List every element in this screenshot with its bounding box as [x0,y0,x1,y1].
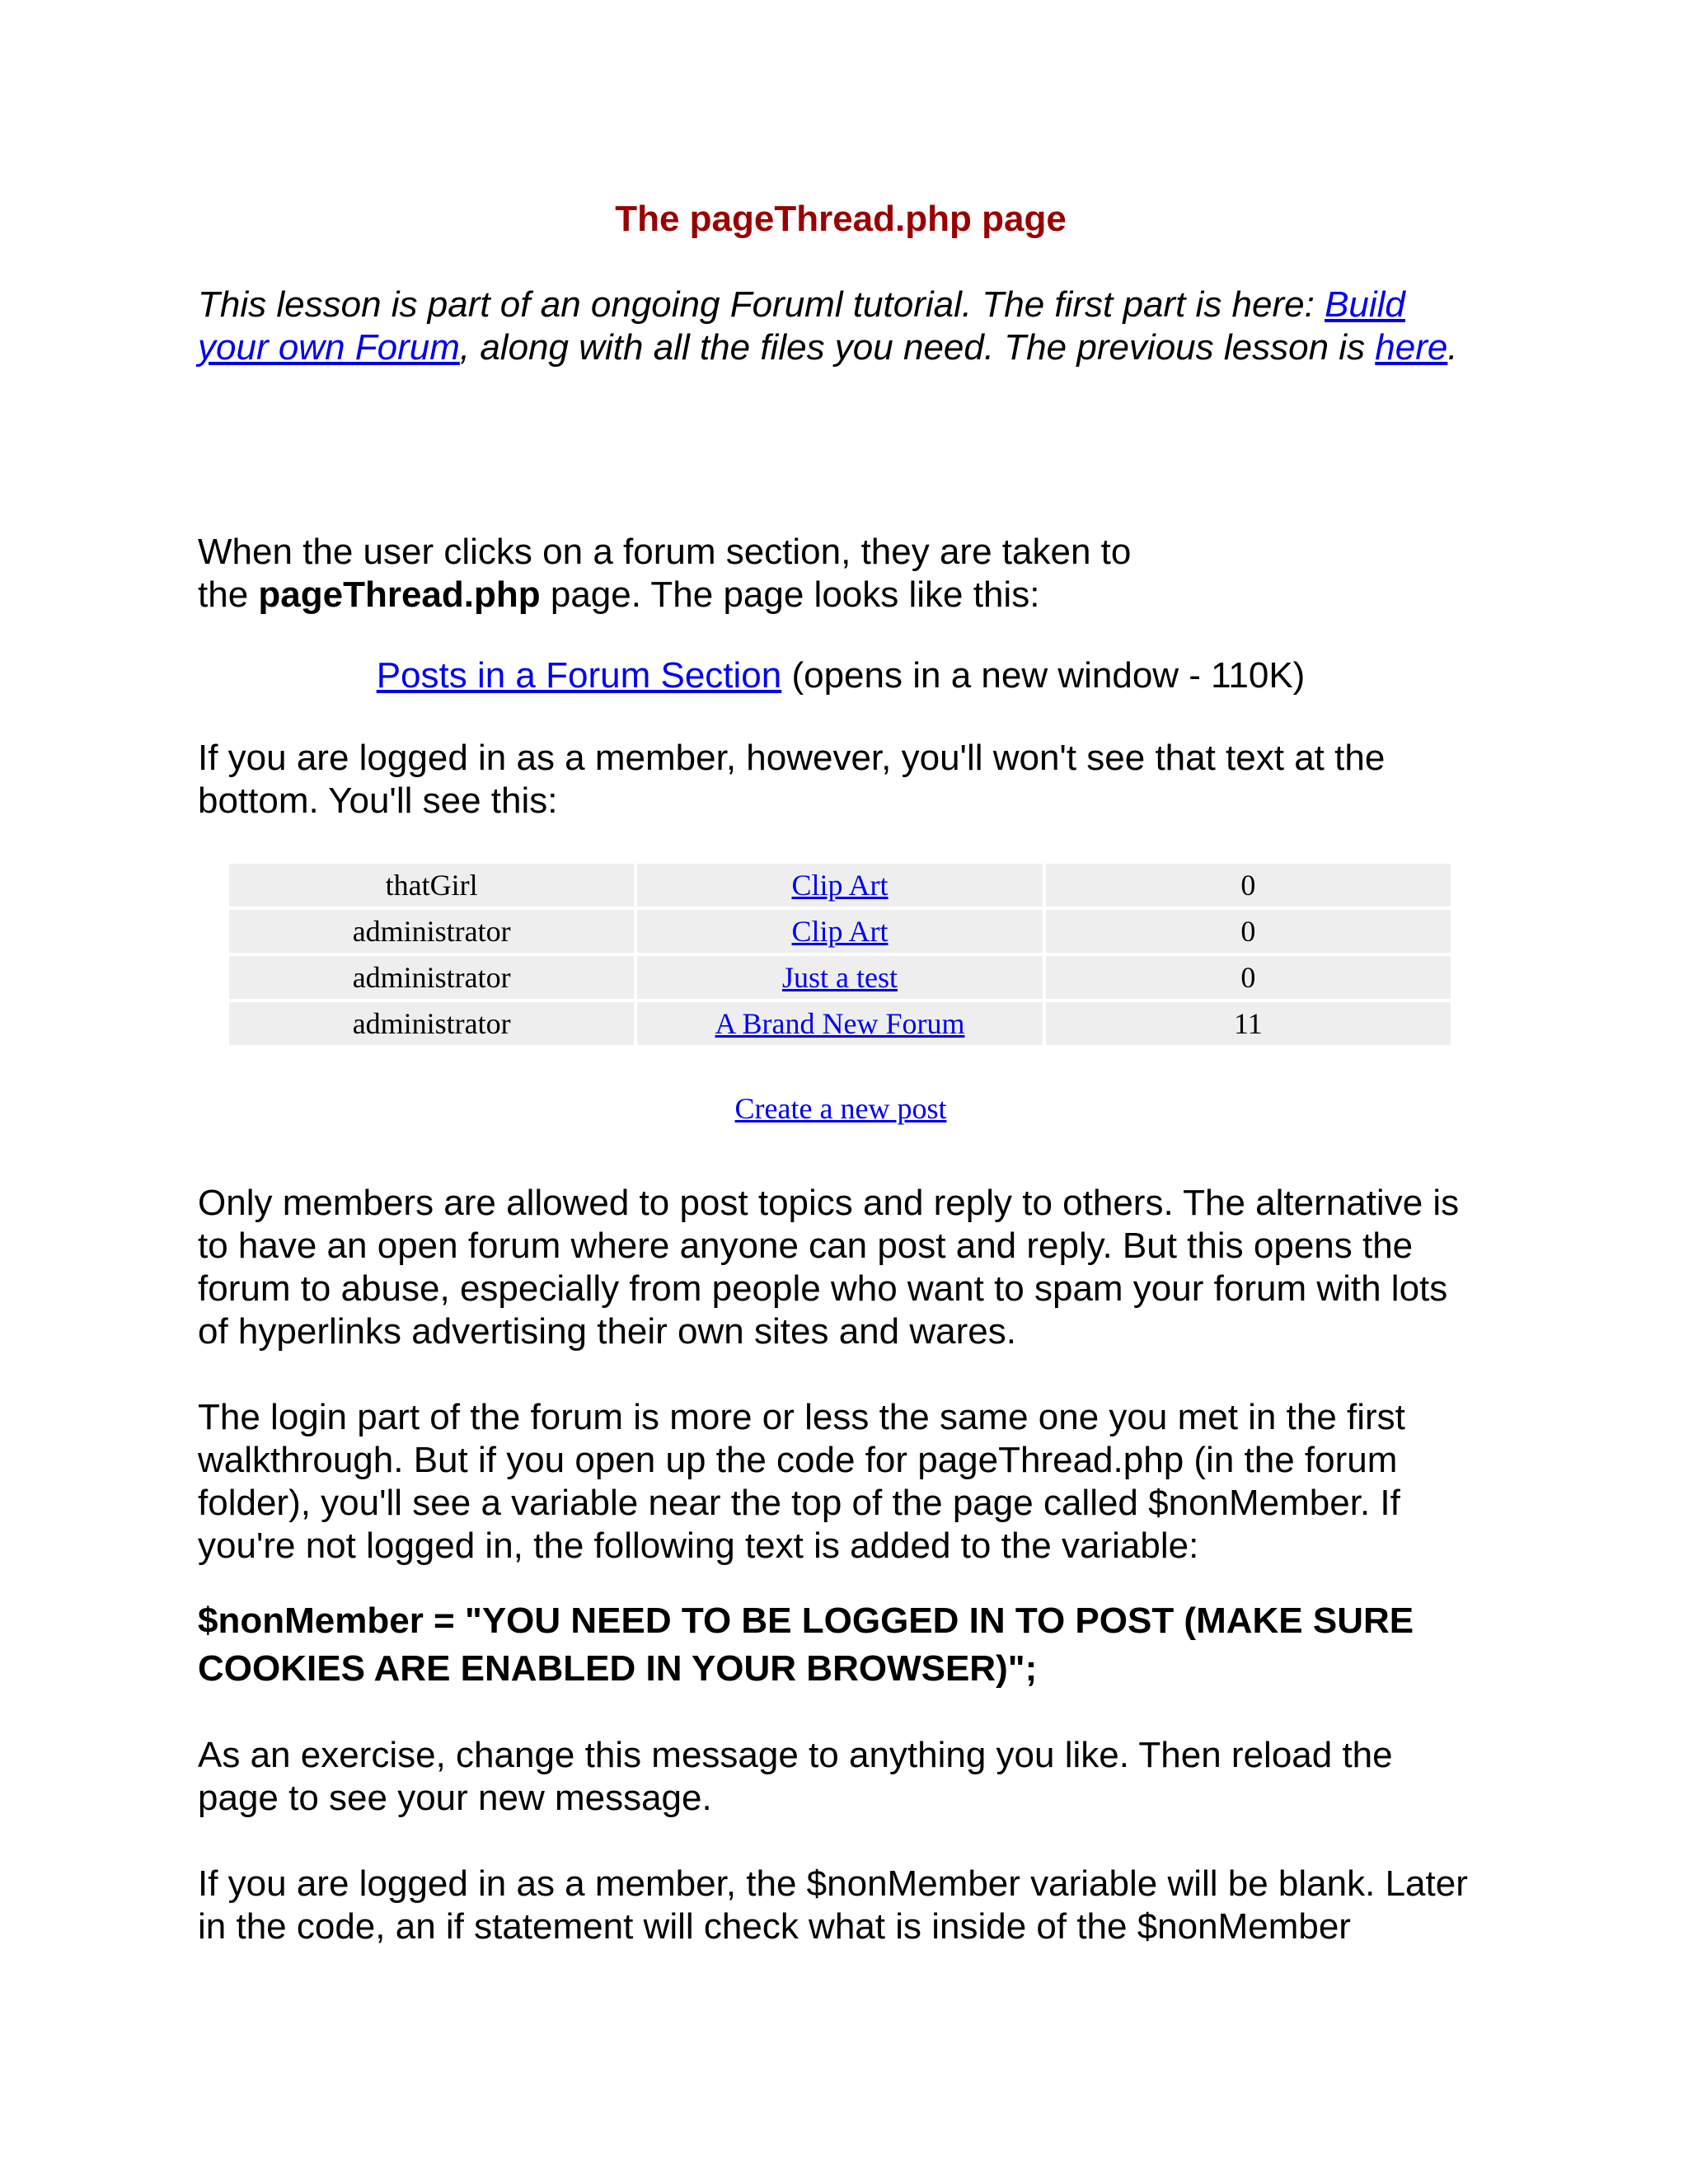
paragraph-if-statement: If you are logged in as a member, the $nonMember variable will be blank. Later in the code, an if statement will check what is inside of the $nonMember [198,1863,1468,1947]
table-row [229,1002,1451,1045]
table-cell-count: 0 [1046,864,1451,907]
forum-link[interactable]: Just a test [781,961,898,994]
posts-link-line: Posts in a Forum Section (opens in a new window - 110K) [376,655,1306,696]
intro-text-middle: , along with all the files you need. The previous lesson is [459,327,1376,368]
posts-in-forum-section-link[interactable]: Posts in a Forum Section [376,655,782,696]
intro-text-start: This lesson is part of an ongoing Foruml tutorial. The first part is here: [198,284,1325,325]
pagethread-bold: pageThread.php [258,574,541,615]
forum-link[interactable]: Clip Art [791,869,889,902]
table-cell-count: 0 [1046,910,1451,953]
table-cell-user: administrator [229,910,634,953]
table-row [229,956,1451,999]
intro-text-end: . [1447,327,1458,368]
table-cell-forum [637,864,1042,907]
paragraph-exercise: As an exercise, change this message to anything you like. Then reload the page to see your new message. [198,1735,1393,1818]
forum-link[interactable]: Clip Art [791,915,889,948]
page-title: The pageThread.php page [615,199,1067,239]
paragraph-logged-in: If you are logged in as a member, however, you'll won't see that text at the bottom. You'll see this: [198,738,1386,821]
build-forum-link[interactable]: Build your own Forum [198,284,1405,368]
nonmember-code: $nonMember = "YOU NEED TO BE LOGGED IN TO POST (MAKE SURE COOKIES ARE ENABLED IN YOUR BROWSER)"; [198,1601,1414,1689]
table-cell-user: administrator [229,1002,634,1045]
table-cell-forum [637,910,1042,953]
table-cell-forum [637,1002,1042,1045]
forum-link[interactable]: A Brand New Forum [715,1007,965,1040]
intro-paragraph [198,284,1467,369]
paragraph-members-only: Only members are allowed to post topics and reply to others. The alternative is to have an open forum where anyone can post and reply. But this opens the forum to abuse, especially from people who want to spam your forum with lots of hyperlinks advertising their own sites and wares. [198,1183,1460,1352]
forum-threads-table [226,860,1454,1048]
table-row [229,910,1451,953]
table-cell-user: administrator [229,956,634,999]
table-row [229,864,1451,907]
previous-lesson-link[interactable]: here [1375,327,1448,368]
create-post-line [198,1091,1484,1126]
table-cell-count: 0 [1046,956,1451,999]
paragraph-login-part: The login part of the forum is more or less the same one you met in the first walkthrough. But if you open up the code for pageThread.php (in the forum folder), you'll see a variable near the top of the page called $nonMember. If you're not logged in, the following text is added to the variable: [198,1397,1405,1566]
forum-threads-table-body [229,864,1451,1045]
create-new-post-link[interactable]: Create a new post [734,1092,947,1125]
table-cell-count: 11 [1046,1002,1451,1045]
table-cell-user: thatGirl [229,864,634,907]
paragraph-forum-section: When the user clicks on a forum section, they are taken to the pageThread.php page. The page looks like this: [198,532,1132,615]
table-cell-forum [637,956,1042,999]
